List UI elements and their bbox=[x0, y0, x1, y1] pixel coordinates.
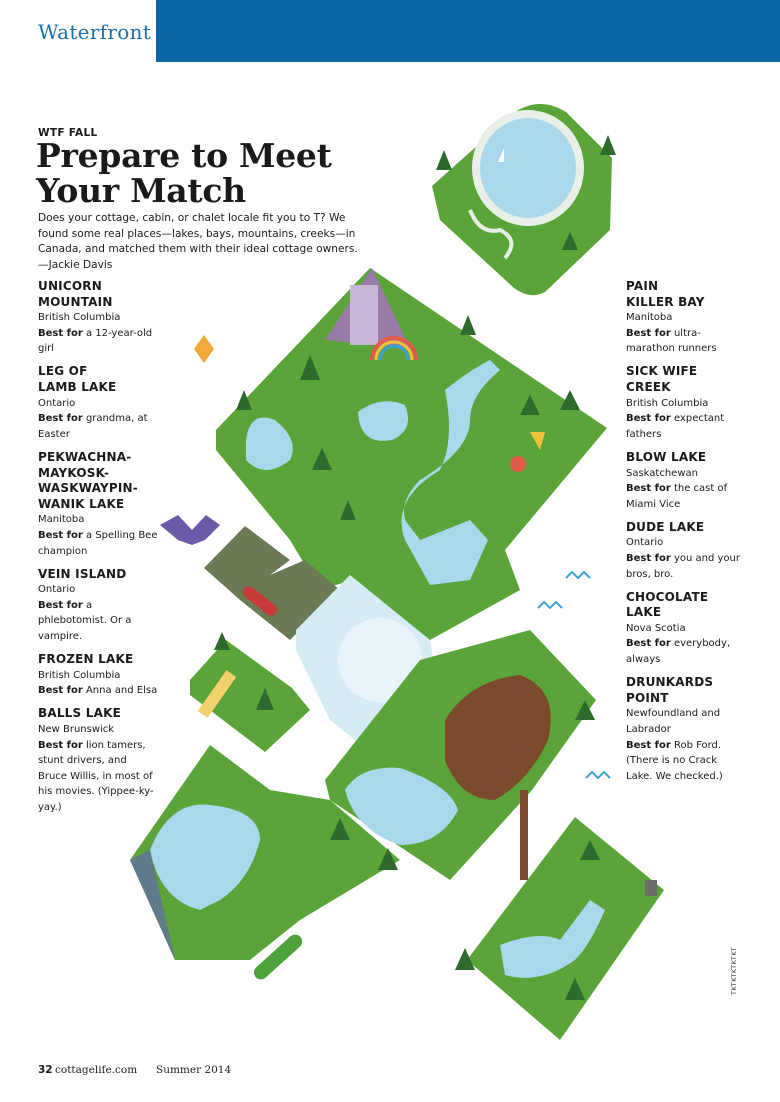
place-province: British Columbia bbox=[38, 312, 121, 324]
article-kicker: WTF FALL bbox=[38, 127, 98, 139]
place-name: VEIN ISLAND bbox=[38, 566, 127, 581]
best-for-label: Best for bbox=[626, 638, 671, 650]
kite bbox=[194, 335, 214, 363]
best-for-text: lion tamers, stunt drivers, and Bruce Willis, in most of his movies. (Yippee-ky-yay.) bbox=[38, 739, 154, 813]
best-for-label: Best for bbox=[38, 327, 83, 339]
place-name: DUDE LAKE bbox=[626, 519, 705, 534]
best-for-text: everybody, always bbox=[626, 638, 731, 666]
best-for-label: Best for bbox=[626, 553, 671, 564]
best-for-text: expectant fathers bbox=[626, 413, 725, 440]
best-for-text: a Spelling Bee champion bbox=[38, 529, 158, 557]
place-name: DRUNKARDS POINT bbox=[626, 675, 714, 705]
drunkards-point-tile bbox=[467, 817, 664, 1040]
place-name: PAIN KILLER BAY bbox=[626, 279, 705, 309]
place-province: Nova Scotia bbox=[626, 622, 686, 634]
best-for-text: the cast of Miami Vice bbox=[626, 483, 728, 510]
place-province: Manitoba bbox=[38, 514, 85, 526]
best-for-label: Best for bbox=[626, 483, 671, 495]
best-for-text: grandma, at Easter bbox=[38, 413, 148, 440]
best-for-label: Best for bbox=[38, 599, 83, 611]
place-province: Ontario bbox=[626, 537, 664, 549]
best-for-text: Anna and Elsa bbox=[82, 685, 158, 697]
place-name: BALLS LAKE bbox=[38, 706, 121, 721]
article-intro: Does your cottage, cabin, or chalet locale fit you to T? We found some real places—lakes, bays, mountains, creeks—in Canada, and matched them with their ideal cottage owners. —Jackie Davis bbox=[38, 212, 358, 271]
place-province: Saskatchewan bbox=[626, 467, 698, 479]
best-for-label: Best for bbox=[626, 739, 671, 751]
headline-line-2: Your Match bbox=[36, 171, 246, 210]
place-name: LEG OF LAMB LAKE bbox=[38, 364, 117, 395]
best-for-label: Best for bbox=[626, 327, 671, 339]
place-province: Ontario bbox=[38, 584, 76, 596]
best-for-label: Best for bbox=[626, 413, 671, 425]
best-for-label: Best for bbox=[38, 685, 83, 697]
place-province: Newfoundland and Labrador bbox=[626, 708, 721, 735]
place-name: CHOCOLATE LAKE bbox=[626, 589, 709, 620]
left-small-tile bbox=[190, 640, 310, 752]
place-name: UNICORN MOUNTAIN bbox=[38, 279, 113, 309]
best-for-text: Rob Ford. (There is no Crack Lake. We checked.) bbox=[626, 739, 723, 782]
place-name: SICK WIFE CREEK bbox=[626, 364, 698, 395]
place-name: PEKWACHNA- MAYKOSK- WASKWAYPIN- WANIK LAKE bbox=[38, 449, 138, 511]
best-for-text: a 12-year-old girl bbox=[38, 327, 153, 355]
place-name: FROZEN LAKE bbox=[38, 652, 134, 667]
page-number: 32 bbox=[38, 1064, 53, 1076]
bat bbox=[160, 515, 220, 545]
place-province: British Columbia bbox=[38, 669, 121, 681]
footer-issue: Summer 2014 bbox=[156, 1064, 232, 1076]
place-province: Ontario bbox=[38, 397, 76, 409]
best-for-label: Best for bbox=[38, 739, 83, 751]
best-for-text: ultra-marathon runners bbox=[626, 327, 717, 355]
best-for-label: Best for bbox=[38, 413, 83, 425]
place-province: British Columbia bbox=[626, 397, 709, 409]
section-logo: Waterfront bbox=[38, 20, 152, 44]
best-for-text: a phlebotomist. Or a vampire. bbox=[38, 599, 132, 642]
place-province: Manitoba bbox=[626, 312, 673, 324]
round-lake-tile bbox=[432, 104, 612, 295]
best-for-text: you and your bros, bro. bbox=[626, 553, 740, 580]
footer-website: cottagelife.com bbox=[55, 1064, 138, 1076]
place-province: New Brunswick bbox=[38, 723, 115, 735]
headline-line-1: Prepare to Meet bbox=[36, 136, 332, 175]
place-name: BLOW LAKE bbox=[626, 449, 707, 464]
best-for-label: Best for bbox=[38, 529, 83, 541]
illustration-credit: TKTKTKTKTKT bbox=[730, 946, 738, 995]
